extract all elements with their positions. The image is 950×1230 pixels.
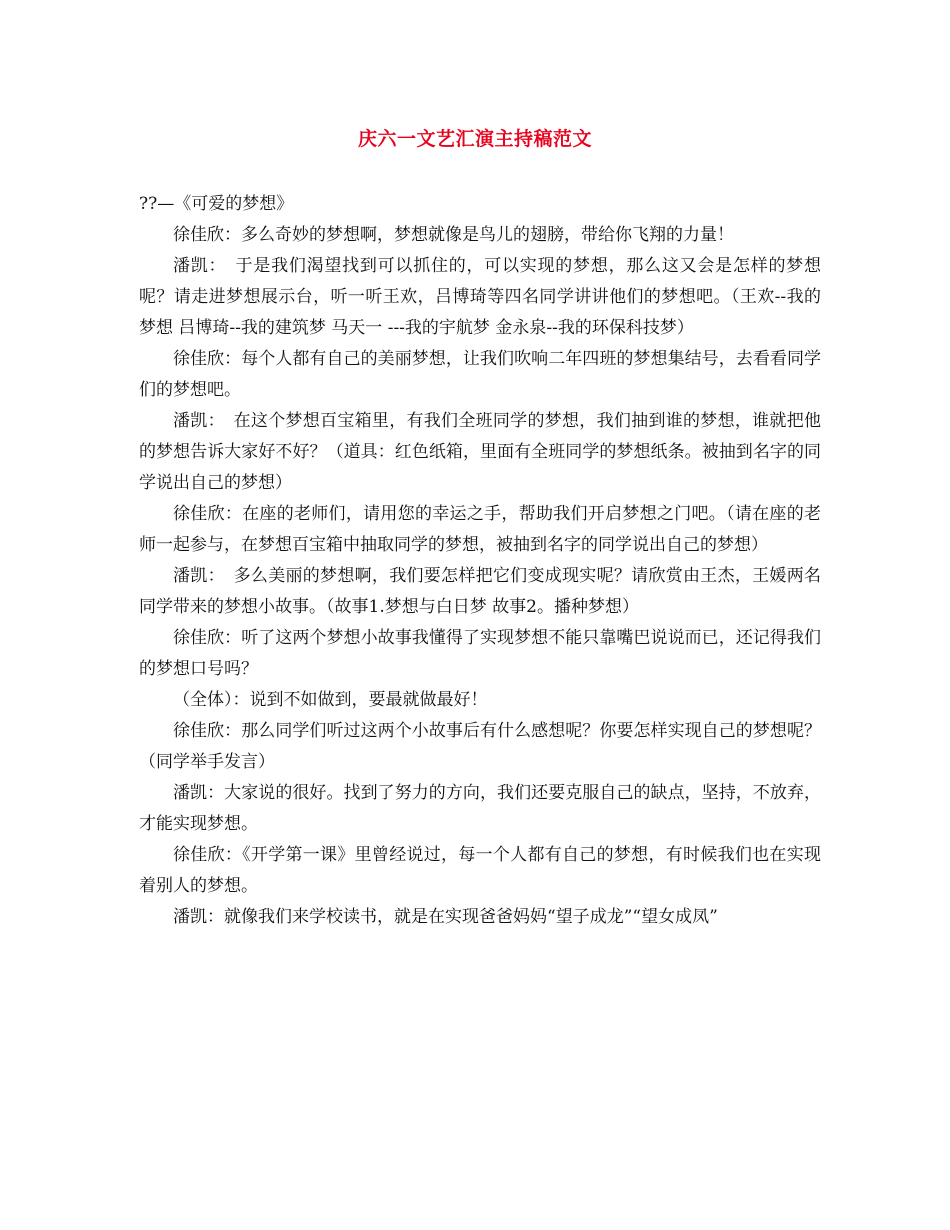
- paragraph: 潘凯： 多么美丽的梦想啊，我们要怎样把它们变成现实呢？请欣赏由王杰，王媛两名同学带来的梦想小故事。（故事1.梦想与白日梦 故事2。播种梦想）: [139, 566, 821, 617]
- paragraph: 潘凯： 于是我们渴望找到可以抓住的，可以实现的梦想，那么这又会是怎样的梦想呢？请走进梦想展示台，听一听王欢，吕博琦等四名同学讲讲他们的梦想吧。（王欢--我的梦想 吕博琦--我的建筑梦 马天一 ---我的宇航梦 金永泉--我的环保科技梦）: [139, 256, 821, 338]
- paragraph: 徐佳欣：每个人都有自己的美丽梦想，让我们吹响二年四班的梦想集结号，去看看同学们的梦想吧。: [139, 349, 821, 400]
- paragraph: 徐佳欣：听了这两个梦想小故事我懂得了实现梦想不能只靠嘴巴说说而已，还记得我们的梦想口号吗？: [139, 628, 821, 679]
- paragraph: （全体）：说到不如做到，要最就做最好！: [173, 690, 488, 710]
- paragraph: 徐佳欣：在座的老师们，请用您的幸运之手，帮助我们开启梦想之门吧。（请在座的老师一起参与，在梦想百宝箱中抽取同学的梦想，被抽到名字的同学说出自己的梦想）: [139, 504, 821, 555]
- paragraph: 潘凯： 在这个梦想百宝箱里，有我们全班同学的梦想，我们抽到谁的梦想，谁就把他的梦想告诉大家好不好？（道具：红色纸箱，里面有全班同学的梦想纸条。被抽到名字的同学说出自己的梦想）: [139, 411, 821, 493]
- paragraph: 潘凯：大家说的很好。找到了努力的方向，我们还要克服自己的缺点，坚持，不放弃，才能实现梦想。: [139, 783, 821, 834]
- paragraph: 潘凯：就像我们来学校读书，就是在实现爸爸妈妈“望子成龙”“望女成凤”: [173, 907, 718, 927]
- document-title: 庆六一文艺汇演主持稿范文: [357, 128, 592, 150]
- document-body: [139, 189, 821, 933]
- subtitle-line: ??—《可爱的梦想》: [139, 194, 294, 214]
- paragraph: 徐佳欣：多么奇妙的梦想啊，梦想就像是鸟儿的翅膀，带给你飞翔的力量！: [173, 225, 734, 245]
- paragraph: 徐佳欣：那么同学们听过这两个小故事后有什么感想呢？你要怎样实现自己的梦想呢？（同学举手发言）: [139, 721, 821, 772]
- paragraph: 徐佳欣：《开学第一课》里曾经说过，每一个人都有自己的梦想，有时候我们也在实现着别人的梦想。: [139, 845, 821, 896]
